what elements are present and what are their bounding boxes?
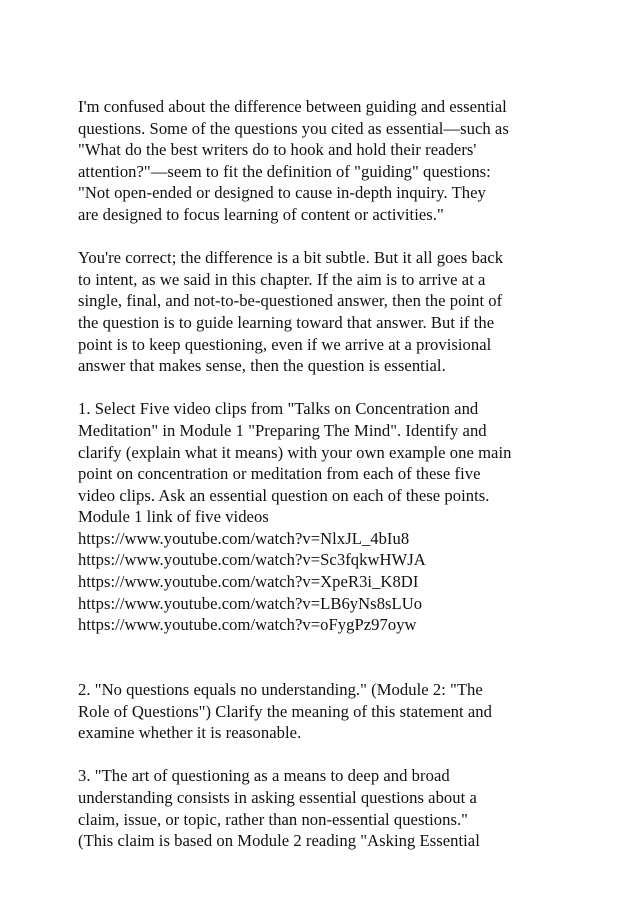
text-line: single, final, and not-to-be-questioned answer, then the point of xyxy=(78,291,503,311)
text-line: attention?"—seem to fit the definition of "guiding" questions: xyxy=(78,161,491,181)
paragraph-spacer xyxy=(78,657,578,679)
text-line: are designed to focus learning of content or activities." xyxy=(78,204,444,224)
assignment-item-3 xyxy=(78,765,578,851)
paragraph-spacer xyxy=(78,377,578,399)
text-line: 1. Select Five video clips from "Talks on Concentration and xyxy=(78,399,479,419)
paragraph-spacer xyxy=(78,636,578,658)
text-line: point is to keep questioning, even if we arrive at a provisional xyxy=(78,334,492,354)
text-line: clarify (explain what it means) with your own example one main xyxy=(78,442,512,462)
text-line: Module 1 link of five videos xyxy=(78,507,269,527)
video-link[interactable]: https://www.youtube.com/watch?v=oFygPz97oyw xyxy=(78,615,417,635)
text-line: answer that makes sense, then the question is essential. xyxy=(78,356,446,376)
video-link[interactable]: https://www.youtube.com/watch?v=Sc3fqkwHWJA xyxy=(78,550,426,570)
text-line: Role of Questions") Clarify the meaning of this statement and xyxy=(78,701,492,721)
text-line: I'm confused about the difference between guiding and essential xyxy=(78,97,507,116)
video-link[interactable]: https://www.youtube.com/watch?v=LB6yNs8sLUo xyxy=(78,593,423,613)
paragraph-answer xyxy=(78,247,578,377)
text-line: (This claim is based on Module 2 reading "Asking Essential xyxy=(78,831,480,851)
text-line: point on concentration or meditation from each of these five xyxy=(78,464,481,484)
video-link[interactable]: https://www.youtube.com/watch?v=XpeR3i_K8DI xyxy=(78,572,419,592)
text-line: 2. "No questions equals no understanding." (Module 2: "The xyxy=(78,680,483,700)
text-line: examine whether it is reasonable. xyxy=(78,723,302,743)
document-body xyxy=(78,96,578,852)
text-line: to intent, as we said in this chapter. If the aim is to arrive at a xyxy=(78,269,486,289)
assignment-item-2 xyxy=(78,679,578,744)
assignment-item-1 xyxy=(78,398,578,528)
text-line: 3. "The art of questioning as a means to deep and broad xyxy=(78,766,450,786)
text-line: "Not open-ended or designed to cause in-depth inquiry. They xyxy=(78,183,486,203)
text-line: claim, issue, or topic, rather than non-essential questions." xyxy=(78,809,469,829)
paragraph-guiding-vs-essential-question xyxy=(78,96,578,226)
text-line: the question is to guide learning toward that answer. But if the xyxy=(78,312,495,332)
video-link[interactable]: https://www.youtube.com/watch?v=NlxJL_4bIu8 xyxy=(78,528,410,548)
paragraph-spacer xyxy=(78,744,578,766)
text-line: "What do the best writers do to hook and hold their readers' xyxy=(78,140,477,160)
text-line: Meditation" in Module 1 "Preparing The Mind". Identify and xyxy=(78,420,487,440)
text-line: You're correct; the difference is a bit subtle. But it all goes back xyxy=(78,248,504,268)
text-line: understanding consists in asking essential questions about a xyxy=(78,788,477,807)
paragraph-spacer xyxy=(78,226,578,248)
text-line: questions. Some of the questions you cited as essential—such as xyxy=(78,118,509,138)
video-link-list xyxy=(78,528,578,636)
text-line: video clips. Ask an essential question on each of these points. xyxy=(78,485,490,505)
